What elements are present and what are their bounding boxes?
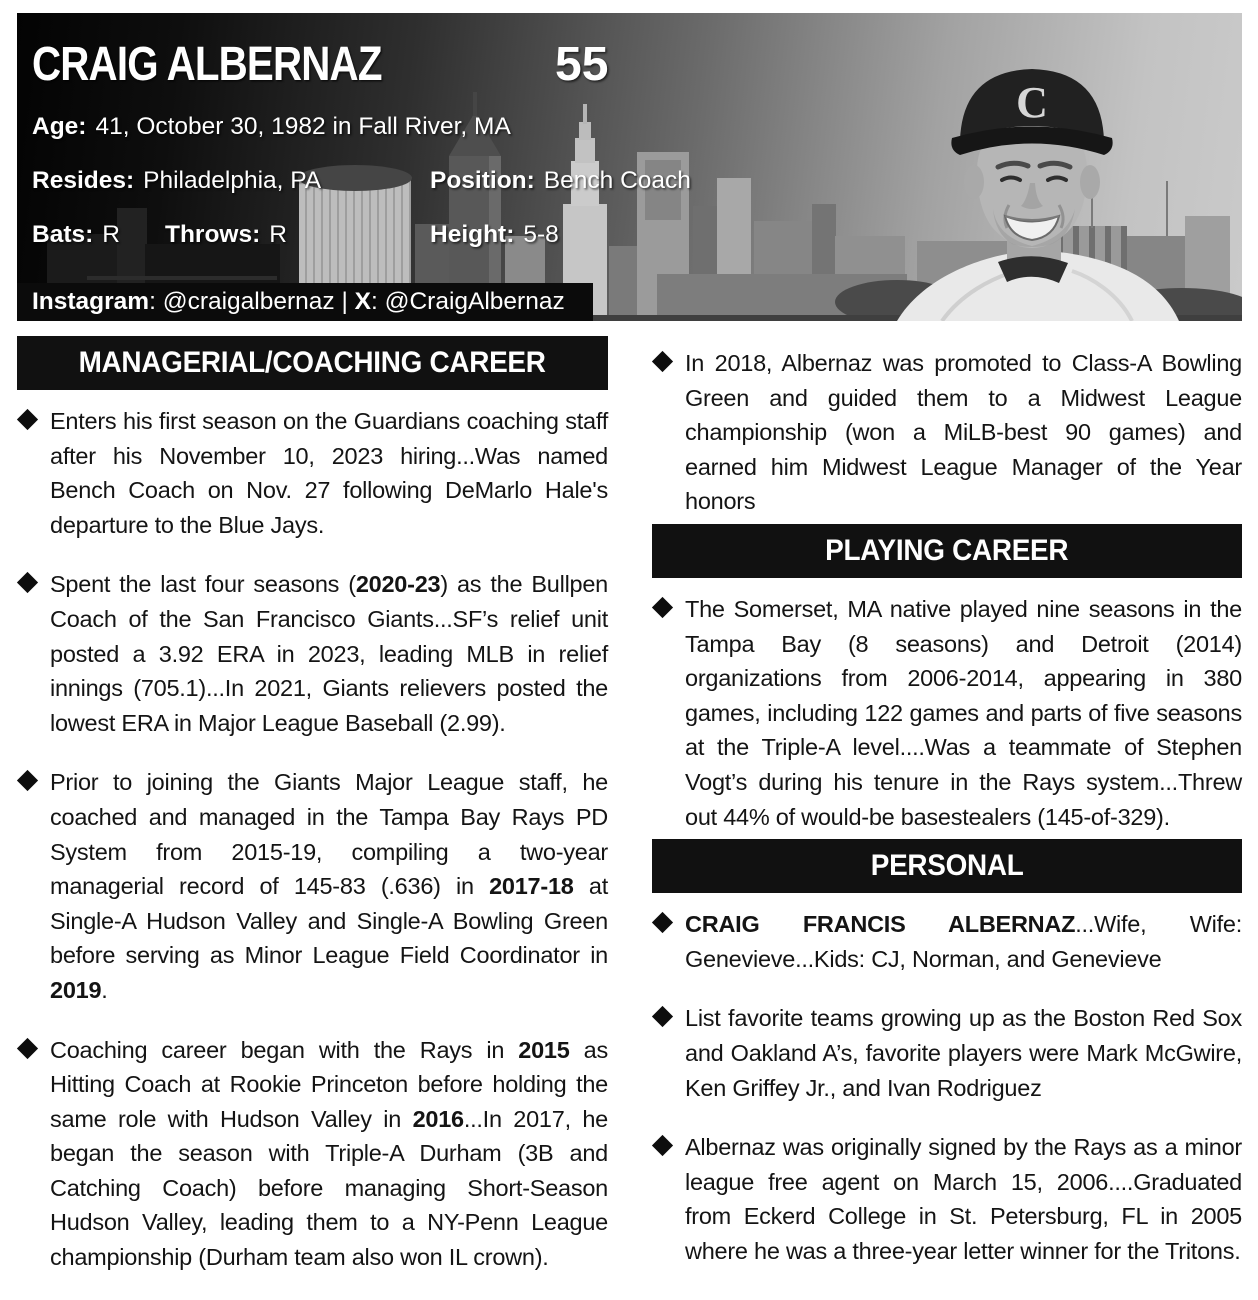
section-header-label: PLAYING CAREER [825, 533, 1069, 567]
age-row [32, 112, 511, 142]
bullet-text: Spent the last four seasons (2020-23) as the Bullpen Coach of the San Francisco Giants...SF’s relief unit posted a 3.92 ERA in 2023, leading MLB in relief innings (705.1)...In 2021, Giants relievers posted the lowest ERA in Major League Baseball (2.99). [50, 571, 609, 736]
diamond-bullet-icon [17, 572, 38, 593]
age-label: Age: [32, 113, 87, 140]
resides-label: Resides: [32, 167, 135, 194]
height-label: Height: [430, 221, 515, 248]
age-value: 41, October 30, 1982 in Fall River, MA [95, 113, 511, 140]
jersey-number: 55 [555, 38, 609, 91]
bats-row [32, 220, 120, 250]
height-row [430, 220, 559, 250]
social-handles-text: Instagram: @craigalbernaz | X: @CraigAlbernaz [32, 288, 565, 315]
bullet-item [652, 907, 1242, 976]
diamond-bullet-icon [652, 912, 673, 933]
player-photo [882, 21, 1242, 321]
bullet-text: Prior to joining the Giants Major League staff, he coached and managed in the Tampa Bay Rays PD System from 2015-19, compiling a two-year managerial record of 145-83 (.636) in 2017-18 at Single-A Hudson Valley and Single-A Bowling Green before serving as Minor League Field Coordinator in 2019. [50, 769, 608, 1003]
bats-label: Bats: [32, 221, 94, 248]
bullet-item [652, 346, 1242, 519]
section-header-bar [17, 336, 608, 390]
diamond-bullet-icon [17, 770, 38, 791]
player-name: CRAIG ALBERNAZ [32, 38, 382, 91]
bullet-item [652, 1130, 1242, 1268]
diamond-bullet-icon [652, 1135, 673, 1156]
bullet-item [17, 404, 608, 542]
section-header-label: MANAGERIAL/COACHING CAREER [78, 346, 547, 379]
bullet-item [17, 567, 608, 740]
position-label: Position: [430, 167, 535, 194]
bullet-text: The Somerset, MA native played nine seasons in the Tampa Bay (8 seasons) and Detroit (2014) organizations from 2006-2014, appearing in 380 games, including 122 games and parts of five seasons at the Triple-A level....Was a teammate of Stephen Vogt’s during his tenure in the Rays system...Threw out 44% of would-be basestealers (145-of-329). [685, 595, 1242, 830]
throws-row [165, 220, 287, 250]
bullet-text: List favorite teams growing up as the Boston Red Sox and Oakland A’s, favorite players were Mark McGwire, Ken Griffey Jr., and Ivan Rodriguez [685, 1005, 1242, 1101]
throws-label: Throws: [165, 221, 261, 248]
position-row [430, 166, 691, 196]
diamond-bullet-icon [652, 1006, 673, 1027]
bullet-item [17, 1033, 608, 1275]
resides-row [32, 166, 321, 196]
bullet-text: Enters his first season on the Guardians coaching staff after his November 10, 2023 hiring...Was named Bench Coach on Nov. 27 following DeMarlo Hale's departure to the Blue Jays. [50, 408, 608, 538]
section-header-label: PERSONAL [870, 849, 1024, 883]
position-value: Bench Coach [543, 167, 691, 194]
left-column [17, 336, 608, 1300]
resides-value: Philadelphia, PA [143, 167, 322, 194]
diamond-bullet-icon [652, 597, 673, 618]
bullet-text: Albernaz was originally signed by the Rays as a minor league free agent on March 15, 2006....Graduated from Eckerd College in St. Petersburg, FL in 2005 where he was a three-year letter winner for the Tritons. [685, 1134, 1242, 1264]
social-handles-strip [17, 283, 593, 321]
player-header-banner [17, 13, 1242, 321]
bats-value: R [102, 221, 120, 248]
diamond-bullet-icon [17, 1037, 38, 1058]
cap-letter: C [1016, 78, 1048, 127]
diamond-bullet-icon [17, 409, 38, 430]
bullet-item [17, 765, 608, 1007]
bullet-item [652, 592, 1242, 834]
bullet-text: CRAIG FRANCIS ALBERNAZ...Wife, Wife: Genevieve...Kids: CJ, Norman, and Genevieve [685, 911, 1242, 972]
right-column [652, 336, 1242, 1293]
bullet-text: Coaching career began with the Rays in 2015 as Hitting Coach at Rookie Princeton before holding the same role with Hudson Valley in 2016...In 2017, he began the season with Triple-A Durham (3B and Catching Coach) before managing Short-Season Hudson Valley, leading them to a NY-Penn League championship (Durham team also won IL crown). [50, 1036, 608, 1271]
section-header-bar [652, 524, 1242, 578]
section-header-bar [652, 839, 1242, 893]
bullet-text: In 2018, Albernaz was promoted to Class-A Bowling Green and guided them to a Midwest League championship (won a MiLB-best 90 games) and earned him Midwest League Manager of the Year honors [685, 350, 1242, 515]
throws-value: R [269, 221, 287, 248]
diamond-bullet-icon [652, 351, 673, 372]
bullet-item [652, 1001, 1242, 1105]
height-value: 5-8 [523, 221, 559, 248]
